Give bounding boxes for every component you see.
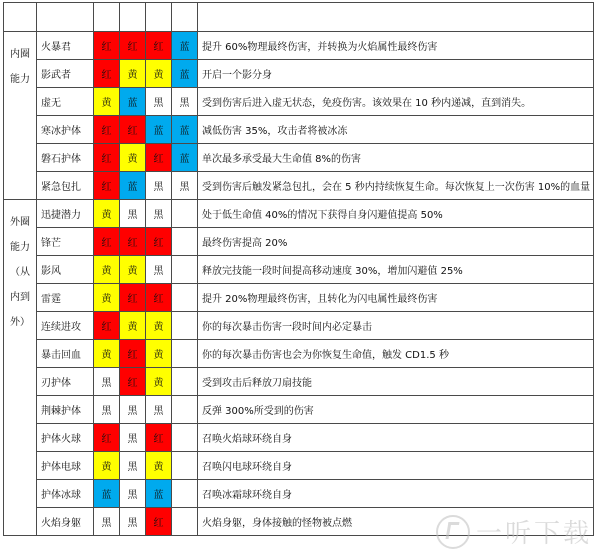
gem-color-cell: 黑 <box>120 424 146 452</box>
gem-color-cell: 蓝 <box>172 60 198 88</box>
gem-color-cell: 黑 <box>172 172 198 200</box>
ability-description: 开启一个影分身 <box>198 60 594 88</box>
ability-name: 火暴君 <box>37 32 94 60</box>
section-label-line: 外圈 <box>10 217 30 228</box>
gem-color-cell: 黄 <box>94 340 120 368</box>
gem-color-cell: 黑 <box>94 396 120 424</box>
empty-cell <box>172 340 198 368</box>
gem-color-cell: 红 <box>94 312 120 340</box>
table-row <box>4 144 594 172</box>
yiting-logo-icon <box>436 515 470 549</box>
empty-cell <box>172 368 198 396</box>
gem-color-cell: 红 <box>146 284 172 312</box>
table-row <box>4 480 594 508</box>
empty-cell <box>172 480 198 508</box>
gem-color-cell: 黄 <box>146 340 172 368</box>
gem-color-cell: 黑 <box>146 172 172 200</box>
gem-color-cell: 蓝 <box>172 32 198 60</box>
table-row <box>4 340 594 368</box>
gem-color-cell: 黄 <box>146 312 172 340</box>
gem-color-cell: 红 <box>120 368 146 396</box>
ability-description: 提升 60%物理最终伤害，并转换为火焰属性最终伤害 <box>198 32 594 60</box>
gem-color-cell: 红 <box>120 32 146 60</box>
empty-cell <box>172 396 198 424</box>
table-row <box>4 256 594 284</box>
ability-name: 护体火球 <box>37 424 94 452</box>
gem-color-cell: 黄 <box>146 60 172 88</box>
gem-color-cell: 黑 <box>146 200 172 228</box>
gem-color-cell: 黄 <box>94 284 120 312</box>
ability-name: 暴击回血 <box>37 340 94 368</box>
ability-name: 火焰身躯 <box>37 508 94 536</box>
gem-color-cell: 黑 <box>120 452 146 480</box>
gem-color-cell: 红 <box>94 32 120 60</box>
ability-name: 影武者 <box>37 60 94 88</box>
table-row <box>4 368 594 396</box>
ability-description: 受到伤害后进入虚无状态，免疫伤害。该效果在 10 秒内递减，直到消失。 <box>198 88 594 116</box>
empty-cell <box>172 424 198 452</box>
gem-color-cell: 红 <box>120 116 146 144</box>
ability-name: 紧急包扎 <box>37 172 94 200</box>
section-label-line: 能力 <box>10 74 30 85</box>
table-row <box>4 32 594 60</box>
ability-description: 减低伤害 35%，攻击者将被冰冻 <box>198 116 594 144</box>
section-label-line: 外） <box>10 317 30 328</box>
header-cell-section <box>4 3 37 32</box>
gem-color-cell: 黄 <box>94 452 120 480</box>
empty-cell <box>172 200 198 228</box>
header-cell-slot-3 <box>146 3 172 32</box>
empty-cell <box>172 284 198 312</box>
table-row <box>4 284 594 312</box>
header-cell-slot-1 <box>94 3 120 32</box>
gem-color-cell: 蓝 <box>146 480 172 508</box>
empty-cell <box>172 228 198 256</box>
ability-description: 火焰身躯，身体接触的怪物被点燃 <box>198 508 594 536</box>
ability-description: 受到攻击后释放刀扇技能 <box>198 368 594 396</box>
gem-color-cell: 黑 <box>120 200 146 228</box>
empty-cell <box>172 508 198 536</box>
ability-description: 最终伤害提高 20% <box>198 228 594 256</box>
header-cell-name <box>37 3 94 32</box>
ability-description: 受到伤害后触发紧急包扎，会在 5 秒内持续恢复生命。每次恢复上一次伤害 10%的血量 <box>198 172 594 200</box>
ability-name: 迅捷潜力 <box>37 200 94 228</box>
gem-color-cell: 红 <box>120 228 146 256</box>
table-row <box>4 312 594 340</box>
gem-color-cell: 红 <box>146 228 172 256</box>
ability-name: 护体冰球 <box>37 480 94 508</box>
header-cell-slot-4 <box>172 3 198 32</box>
ability-description: 你的每次暴击伤害也会为你恢复生命值，触发 CD1.5 秒 <box>198 340 594 368</box>
ability-name: 虚无 <box>37 88 94 116</box>
ability-name: 影风 <box>37 256 94 284</box>
gem-color-cell: 红 <box>94 172 120 200</box>
table-row <box>4 228 594 256</box>
gem-color-cell: 黄 <box>94 200 120 228</box>
section-label-line: 内到 <box>10 292 30 303</box>
gem-color-cell: 蓝 <box>94 480 120 508</box>
table-row <box>4 172 594 200</box>
section-label-outer <box>4 200 37 536</box>
ability-name: 锋芒 <box>37 228 94 256</box>
ability-description: 单次最多承受最大生命值 8%的伤害 <box>198 144 594 172</box>
ability-name: 雷霆 <box>37 284 94 312</box>
gem-color-cell: 黑 <box>146 256 172 284</box>
gem-color-cell: 红 <box>94 116 120 144</box>
ability-description: 召唤冰霜球环绕自身 <box>198 480 594 508</box>
gem-color-cell: 红 <box>146 32 172 60</box>
gem-color-cell: 蓝 <box>120 88 146 116</box>
gem-color-cell: 黑 <box>146 88 172 116</box>
table-row <box>4 424 594 452</box>
gem-color-cell: 黑 <box>172 88 198 116</box>
ability-description: 释放完技能一段时间提高移动速度 30%，增加闪避值 25% <box>198 256 594 284</box>
gem-color-cell: 黄 <box>94 256 120 284</box>
ability-description: 你的每次暴击伤害一段时间内必定暴击 <box>198 312 594 340</box>
section-label-inner <box>4 32 37 200</box>
empty-cell <box>172 256 198 284</box>
gem-color-cell: 红 <box>94 424 120 452</box>
table-row <box>4 60 594 88</box>
gem-color-cell: 红 <box>120 284 146 312</box>
gem-color-cell: 黑 <box>94 368 120 396</box>
watermark-text: 一听下载 <box>475 519 592 549</box>
gem-ability-table <box>3 2 594 536</box>
ability-description: 提升 20%物理最终伤害，且转化为闪电属性最终伤害 <box>198 284 594 312</box>
gem-color-cell: 红 <box>94 144 120 172</box>
gem-color-cell: 黄 <box>120 144 146 172</box>
gem-color-cell: 红 <box>146 424 172 452</box>
ability-name: 寒冰护体 <box>37 116 94 144</box>
ability-name: 刃护体 <box>37 368 94 396</box>
ability-description: 召唤闪电球环绕自身 <box>198 452 594 480</box>
ability-name: 护体电球 <box>37 452 94 480</box>
gem-color-cell: 黄 <box>120 60 146 88</box>
gem-color-cell: 黄 <box>146 452 172 480</box>
empty-cell <box>172 452 198 480</box>
section-label-line: 能力 <box>10 242 30 253</box>
gem-color-cell: 黄 <box>120 312 146 340</box>
gem-color-cell: 蓝 <box>172 116 198 144</box>
gem-color-cell: 黑 <box>120 508 146 536</box>
gem-color-cell: 红 <box>94 60 120 88</box>
ability-name: 磐石护体 <box>37 144 94 172</box>
table-row <box>4 200 594 228</box>
gem-color-cell: 黄 <box>146 368 172 396</box>
gem-color-cell: 红 <box>120 340 146 368</box>
table-row <box>4 396 594 424</box>
gem-color-cell: 黄 <box>94 88 120 116</box>
table-row <box>4 452 594 480</box>
header-cell-slot-2 <box>120 3 146 32</box>
ability-description: 召唤火焰球环绕自身 <box>198 424 594 452</box>
gem-color-cell: 黑 <box>120 480 146 508</box>
gem-color-cell: 红 <box>146 508 172 536</box>
watermark <box>436 513 592 550</box>
section-label-line: （从 <box>10 267 30 278</box>
gem-color-cell: 黑 <box>120 396 146 424</box>
header-cell-desc <box>198 3 594 32</box>
section-label-line: 内圈 <box>10 49 30 60</box>
ability-description: 反弹 300%所受到的伤害 <box>198 396 594 424</box>
gem-color-cell: 蓝 <box>172 144 198 172</box>
ability-name: 连续进攻 <box>37 312 94 340</box>
gem-color-cell: 黑 <box>94 508 120 536</box>
header-row <box>4 3 594 32</box>
gem-color-cell: 蓝 <box>146 116 172 144</box>
ability-description: 处于低生命值 40%的情况下获得自身闪避值提高 50% <box>198 200 594 228</box>
gem-color-cell: 红 <box>146 144 172 172</box>
empty-cell <box>172 312 198 340</box>
ability-name: 荆棘护体 <box>37 396 94 424</box>
gem-color-cell: 蓝 <box>120 172 146 200</box>
gem-color-cell: 黑 <box>146 396 172 424</box>
gem-color-cell: 黄 <box>120 256 146 284</box>
table-row <box>4 116 594 144</box>
gem-color-cell: 红 <box>94 228 120 256</box>
table-row <box>4 88 594 116</box>
